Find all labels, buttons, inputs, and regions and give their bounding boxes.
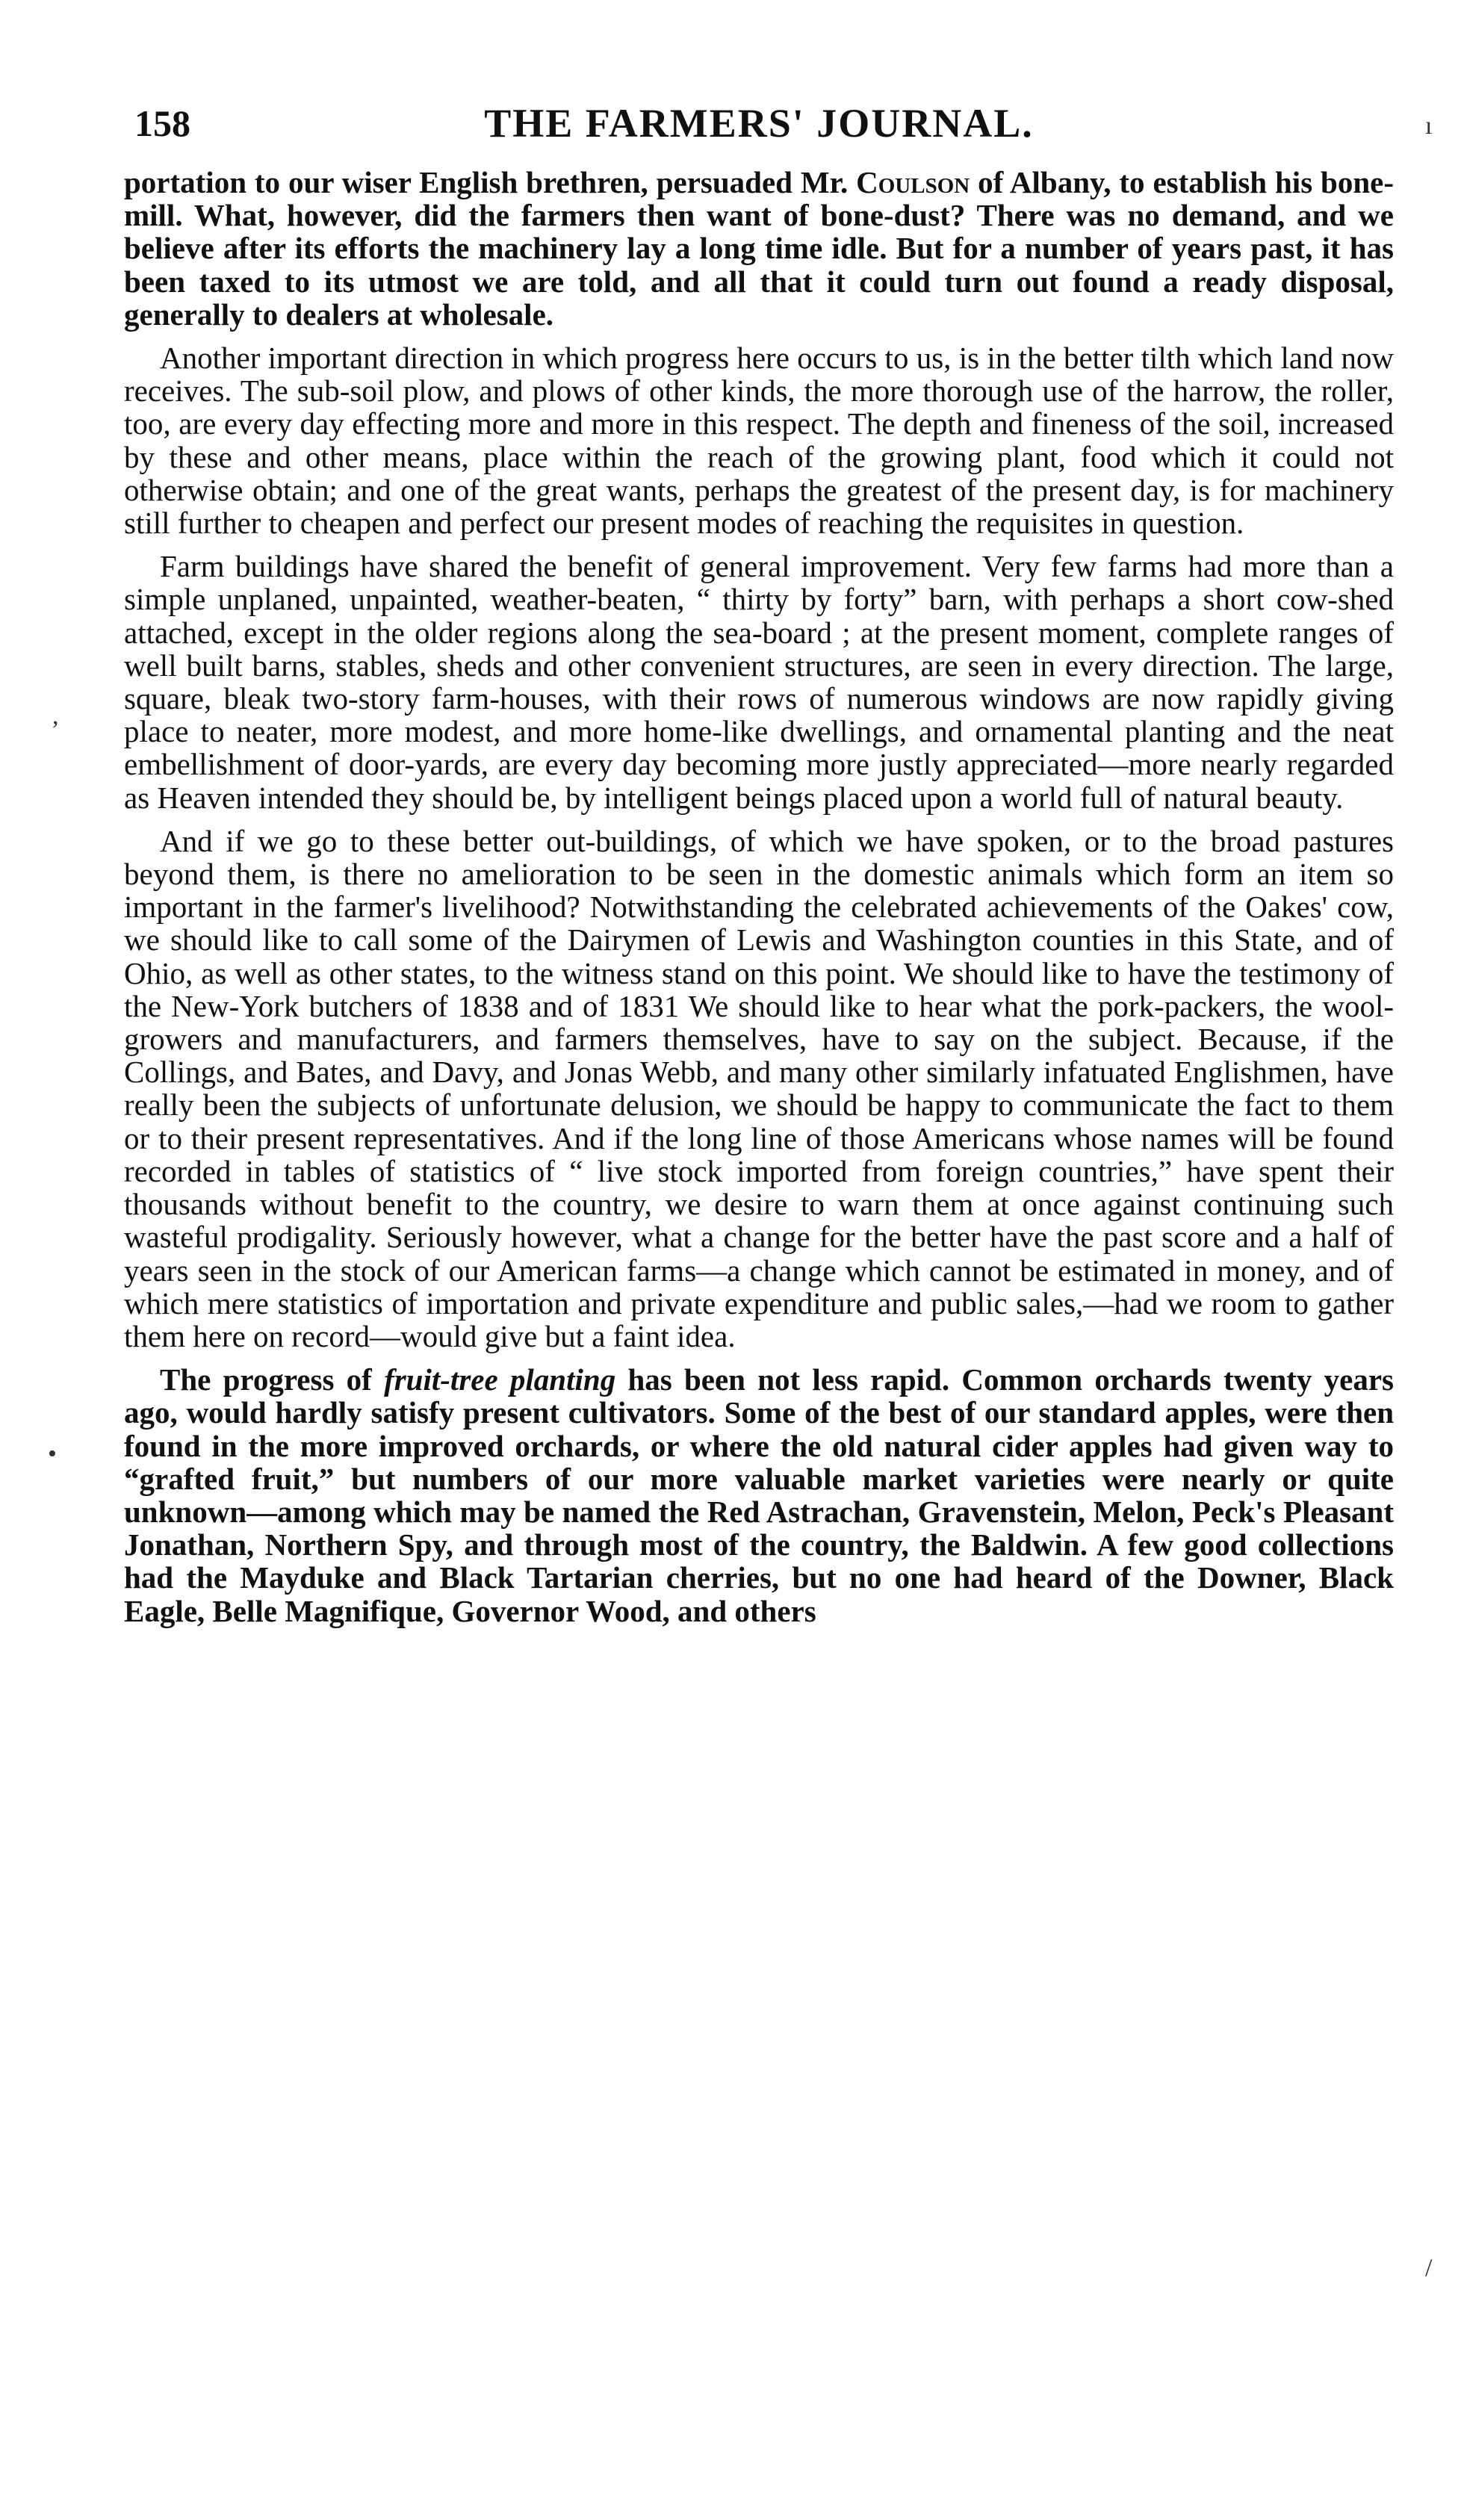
paragraph-text: of Albany, to establish his bone-mill. What, however, did the farmers then want of bone-dust? There was no demand, and we believe after its efforts the machinery lay a long time idle. But for a number of years past, it has been taxed to its utmost we are told, and all that it could turn out found a ready disposal, generally to dealers at wholesale. bbox=[124, 165, 1394, 332]
emphasis-text: fruit-tree planting bbox=[384, 1362, 616, 1397]
margin-mark-top-right: ı bbox=[1425, 112, 1433, 140]
article-body bbox=[124, 166, 1394, 1627]
running-title: THE FARMERS' JOURNAL. bbox=[484, 101, 1034, 146]
person-name: Coulson bbox=[856, 165, 970, 199]
paragraph-fruit-trees bbox=[124, 1363, 1394, 1627]
page-header bbox=[124, 93, 1394, 153]
paragraph-text: portation to our wiser English brethren, persuaded Mr. bbox=[124, 165, 857, 199]
paragraph-farm-buildings: Farm buildings have shared the benefit of general improvement. Very few farms had more than a simple unplaned, unpainted, weather-beaten, “ thirty by forty” barn, with perhaps a short cow-shed attached, except in the older regions along the sea-board ; at the present moment, complete ranges of well built barns, stables, sheds and other convenient structures, are seen in every direction. The large, square, bleak two-story farm-houses, with their rows of numerous windows are now rapidly giving place to neater, more modest, and more home-like dwellings, and ornamental planting and the neat embellishment of door-yards, are every day becoming more justly appreciated—more nearly regarded as Heaven intended they should be, by intelligent beings placed upon a world full of natural beauty. bbox=[124, 549, 1394, 815]
paragraph-text: has been not less rapid. Common orchards twenty years ago, would hardly satisfy present cultivators. Some of the best of our standard apples, were then found in the more improved orchards, or where the old natural cider apples had given way to “grafted fruit,” but numbers of our more valuable market varieties were nearly or quite unknown—among which may be named the Red Astrachan, Gravenstein, Melon, Peck's Pleasant Jonathan, Northern Spy, and through most of the country, the Baldwin. A few good collections had the Mayduke and Black Tartarian cherries, but no one had heard of the Downer, Black Eagle, Belle Magnifique, Governor Wood, and others bbox=[124, 1362, 1394, 1628]
margin-mark-left-asterisk: • bbox=[48, 1440, 57, 1468]
margin-mark-right: / bbox=[1425, 2254, 1433, 2282]
margin-mark-left-dot: , bbox=[52, 702, 59, 730]
paragraph-text: The progress of bbox=[160, 1362, 385, 1397]
paragraph-bone-mill bbox=[124, 166, 1394, 331]
page-number: 158 bbox=[134, 102, 190, 144]
paragraph-tilth: Another important direction in which progress here occurs to us, is in the better tilth which land now receives. The sub-soil plow, and plows of other kinds, the more thorough use of the harrow, the roller, too, are every day effecting more and more in this respect. The depth and fineness of the soil, increased by these and other means, place within the reach of the growing plant, food which it could not otherwise obtain; and one of the great wants, perhaps the greatest of the present day, is for machinery still further to cheapen and perfect our present modes of reaching the requisites in question. bbox=[124, 341, 1394, 541]
paragraph-livestock: And if we go to these better out-buildings, of which we have spoken, or to the broad pastures beyond them, is there no amelioration to be seen in the domestic animals which form an item so important in the farmer's livelihood? Notwithstanding the celebrated achievements of the Oakes' cow, we should like to call some of the Dairymen of Lewis and Washington counties in this State, and of Ohio, as well as other states, to the witness stand on this point. We should like to have the testimony of the New-York butchers of 1838 and of 1831 We should like to hear what the pork-packers, the wool-growers and manufacturers, and farmers themselves, have to say on the subject. Because, if the Collings, and Bates, and Davy, and Jonas Webb, and many other similarly infatuated Englishmen, have really been the subjects of unfortunate delusion, we should be happy to communicate the fact to them or to their present representatives. And if the long line of those Americans whose names will be found recorded in tables of statistics of “ live stock imported from foreign countries,” have spent their thousands without benefit to the country, we desire to warn them at once against continuing such wasteful prodigality. Seriously however, what a change for the better have the past score and a half of years seen in the stock of our American farms—a change which cannot be estimated in money, and of which mere statistics of importation and private expenditure and public sales,—had we room to gather them here on record—would give but a faint idea. bbox=[124, 823, 1394, 1353]
